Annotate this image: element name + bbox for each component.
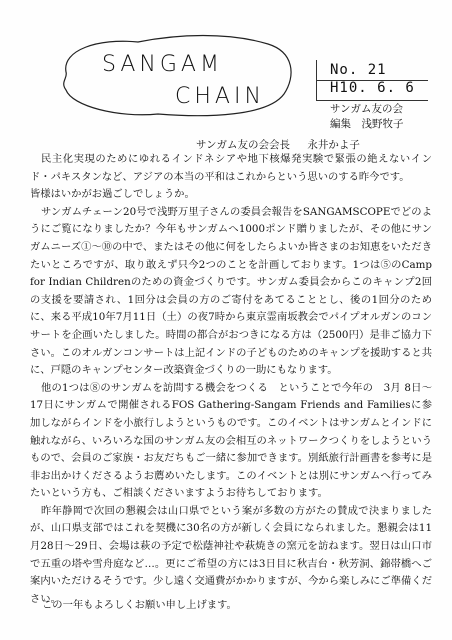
paragraph: 民主化実現のためにゆれるインドネシアや地下核爆発実験で緊張の絶えないインド・パキスタンなど、アジアの本当の平和はこれからという思いのする昨今です。	[30, 153, 432, 183]
closing-line: この一年もよろしくお願い申し上げます。	[42, 599, 237, 611]
author-line	[196, 137, 360, 152]
issue-date: H10. 6. 6	[330, 80, 415, 96]
paragraph: サンガムチェーン20号で浅野万里子さんの委員会報告をSANGAMSCOPEでどのようにご覧になりましたか？今年もサンガムへ1000ポンド贈りましたが、その他にサンガムニーズ①～⑩の中で、またはその他に何をしたらよいか皆さまのお知恵をいただきたいところですが、取り敢えず只今2つのことを計画しております。1つは⑤のCamp for Indian Childrenのための資金づくりです。サンガム委員会からこのキャンプ2回の支援を要請され、1回分は会員の方のご寄付をあてることとし、後の1回分のために、来る平成10年7月11日（土）の夜7時から東京霊南坂教会でパイプオルガンのコンサートを企画いたしました。時間の都合がおつきになる方は（2500円）是非ご協力下さい。このオルガンコンサートは上記インドの子どものためのキャンプを援助すると共に、戸隠のキャンプセンター改築資金づくりの一助にもなります。	[30, 205, 432, 377]
publisher-org: サンガム友の会	[330, 103, 403, 115]
article-body	[30, 151, 432, 608]
paragraph: 昨年静岡で次回の懇親会は山口県でという案が多数の方がたの賛成で決まりましたが、山口県支部ではこれを契機に30名の方が新しく会員になられました。懇親会は11月28日～29日、会場は萩の予定で松蔭神社や萩焼きの窯元を訪ねます。翌日は山口市で五重の塔や雪舟庭など…。更にご希望の方には3日目に秋吉台・秋芳洞、錦帯橋へご案内いただけるそうです。少し遠く交通費がかかりますが、今から楽しみにご準備ください。	[30, 504, 433, 605]
publisher-editor: 編集 浅野牧子	[330, 118, 404, 130]
masthead-title-chain: CHAIN	[175, 84, 265, 109]
publisher-block	[330, 102, 404, 132]
masthead-title-sangam: SANGAM	[102, 52, 223, 77]
issue-box-rule	[316, 100, 428, 101]
paragraph: 他の1つは⑧のサンガムを訪問する機会をつくる ということで今年の 3月 8日～17日にサンガムで開催されるFOS Gathering-Sangam Friends and Familiesに参加しながらインドを小旅行しようというものです。このイベントはサンガムとインドに触れながら、いろいろな国のサンガム友の会相互のネットワークつくりをしようというもので、会員のご家族・お友だちもご一緒に参加できます。別紙旅行計画書を参考に是非お出かけくださるようお薦めいたします。このイベントとは別にサンガムへ行ってみたいという方も、ご相談くださいますようお待ちしております。	[30, 381, 432, 500]
author-name: 永井かよ子	[307, 139, 360, 151]
issue-number: No. 21	[330, 62, 387, 78]
paragraph: 皆様はいかがお過ごしでしょうか。	[30, 188, 195, 201]
author-title: サンガム友の会会長	[196, 139, 290, 151]
